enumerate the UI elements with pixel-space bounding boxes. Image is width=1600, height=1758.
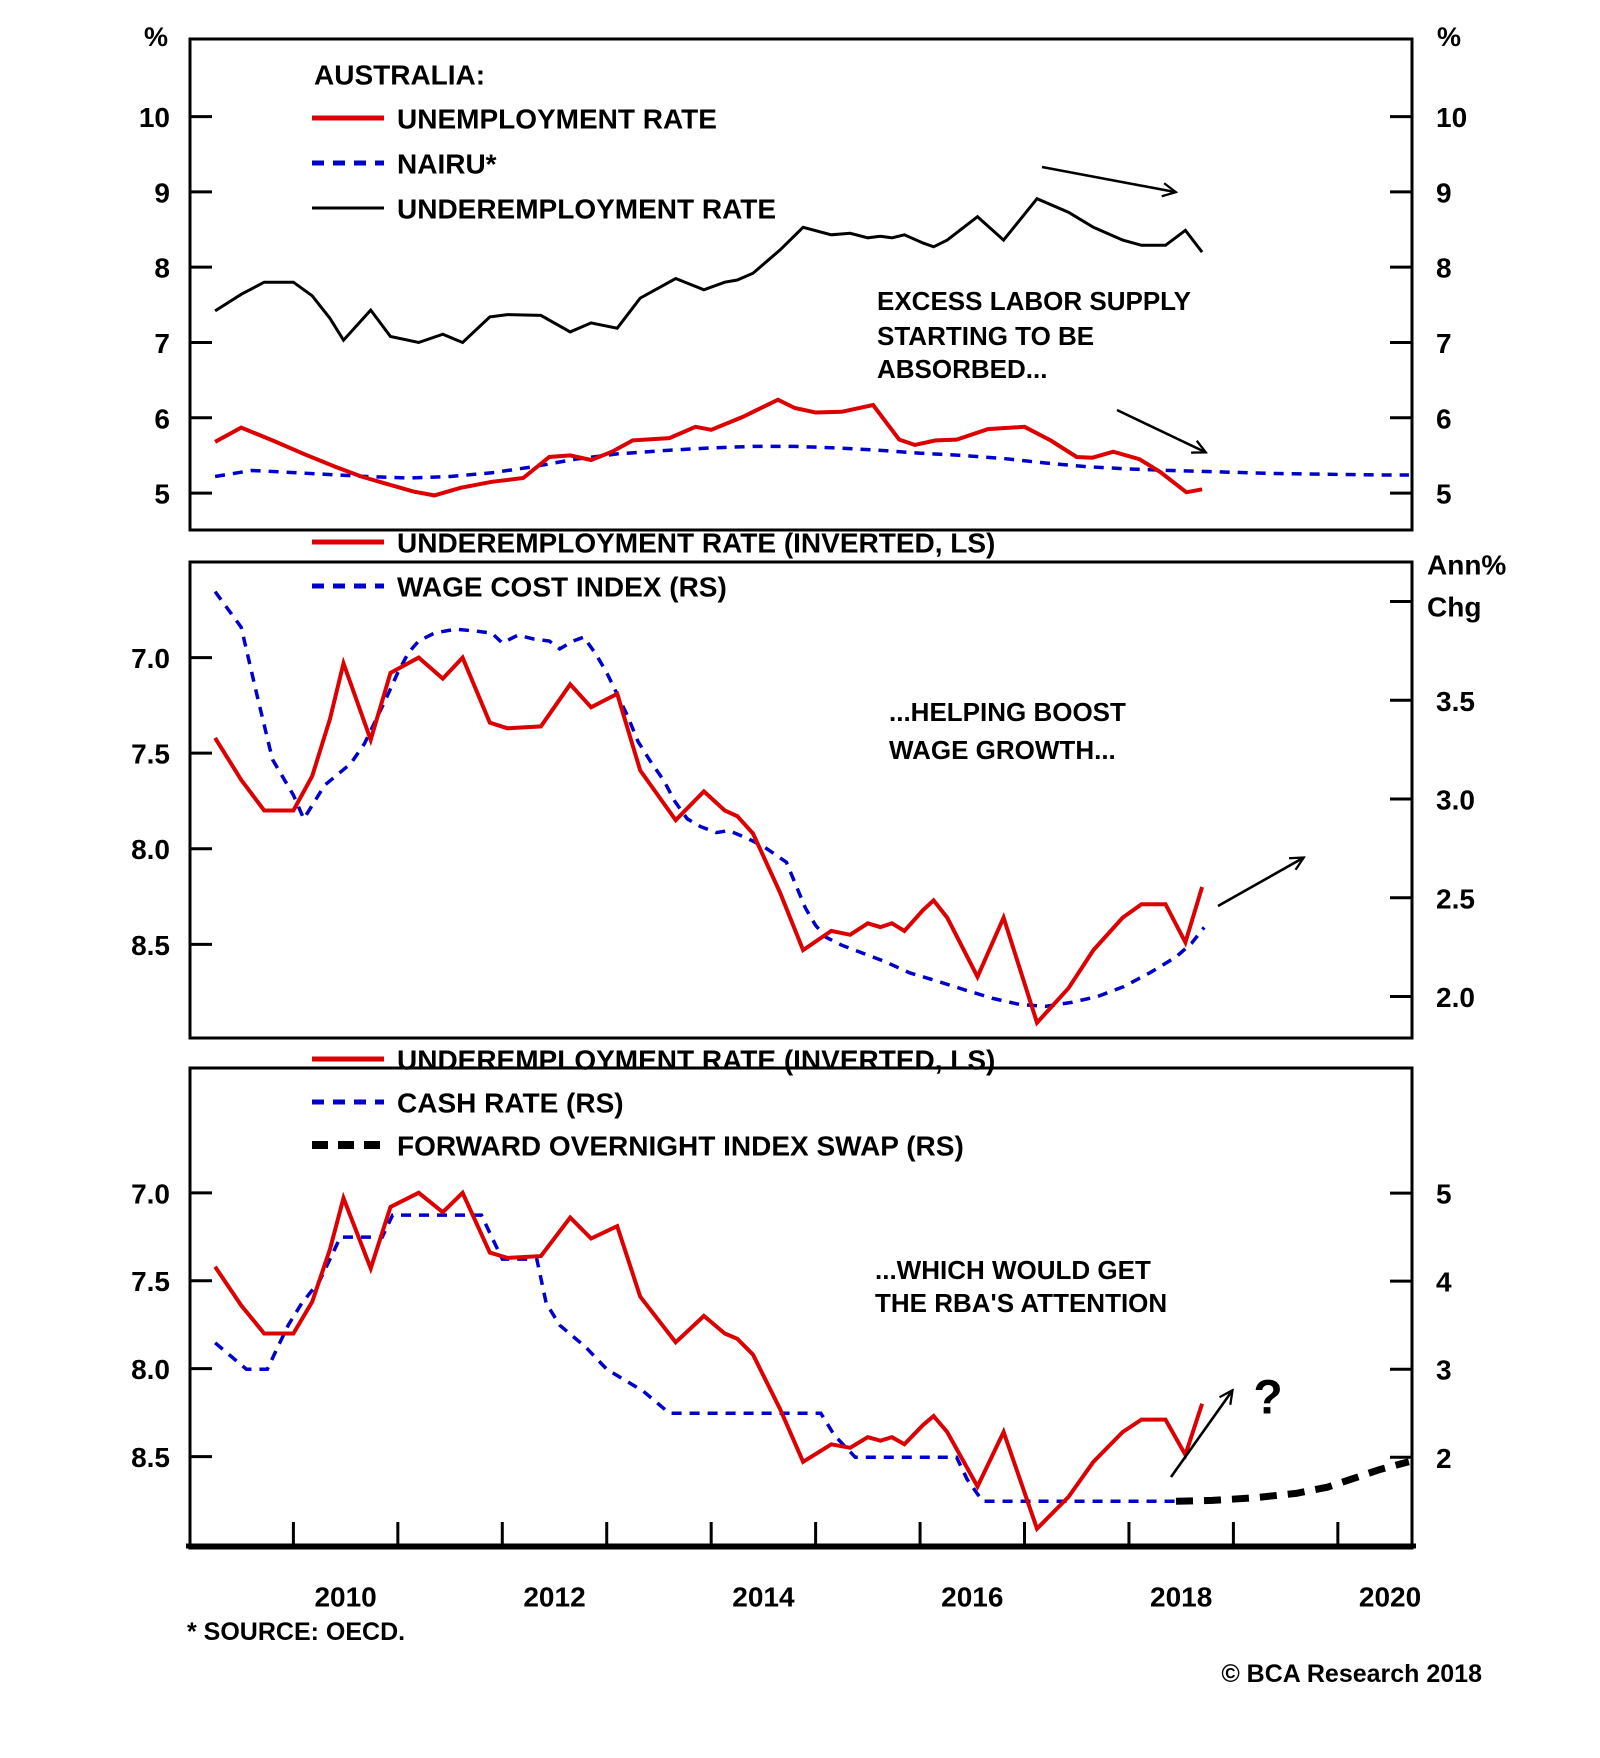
axis-tick-label: 3 (1436, 1354, 1452, 1386)
legend-item-label: CASH RATE (RS) (397, 1087, 624, 1119)
annotation-text: EXCESS LABOR SUPPLY (877, 286, 1192, 316)
axis-tick-label: 3.5 (1436, 685, 1475, 717)
question-mark: ? (1253, 1371, 1283, 1425)
legend-item-label: WAGE COST INDEX (RS) (397, 571, 727, 603)
annotation-text: ABSORBED... (877, 354, 1048, 384)
x-axis-year-label: 2014 (732, 1581, 795, 1613)
axis-tick-label: 2 (1436, 1442, 1452, 1474)
axis-unit-label: Chg (1427, 591, 1482, 623)
axis-tick-label: 4 (1436, 1266, 1452, 1298)
axis-tick-label: 8.5 (131, 1442, 170, 1474)
series-forward-ois-line (1176, 1462, 1409, 1502)
axis-unit-label: % (143, 22, 168, 52)
axis-tick-label: 8 (1436, 252, 1452, 284)
x-axis-year-label: 2016 (941, 1581, 1004, 1613)
x-axis-year-label: 2012 (523, 1581, 586, 1613)
axis-tick-label: 3.0 (1436, 784, 1475, 816)
legend-item-label: UNDEREMPLOYMENT RATE (397, 193, 777, 225)
x-axis-year-label: 2010 (314, 1581, 377, 1613)
series-nairu-line (215, 446, 1409, 478)
axis-tick-label: 8.0 (131, 1354, 170, 1386)
annotation-text: ...WHICH WOULD GET (875, 1255, 1151, 1285)
panel-frame (190, 562, 1412, 1038)
legend-item-label: NAIRU* (397, 148, 497, 180)
axis-tick-label: 10 (138, 102, 170, 134)
series-unemployment-rate-line (215, 400, 1202, 496)
copyright-note: © BCA Research 2018 (1221, 1660, 1482, 1688)
panel-frame (190, 39, 1412, 530)
axis-tick-label: 7 (154, 327, 170, 359)
axis-tick-label: 2.5 (1436, 883, 1475, 915)
legend-item-label: UNEMPLOYMENT RATE (397, 103, 717, 135)
x-axis-year-label: 2018 (1150, 1581, 1213, 1613)
axis-tick-label: 7.5 (131, 738, 170, 770)
panel-wages (131, 528, 1506, 1039)
axis-tick-label: 2.0 (1436, 982, 1475, 1014)
axis-tick-label: 8.5 (131, 929, 170, 961)
annotation-arrow (1117, 410, 1205, 452)
axis-tick-label: 7.0 (131, 643, 170, 675)
axis-tick-label: 5 (154, 478, 170, 510)
annotation-arrow (1218, 858, 1303, 906)
axis-tick-label: 5 (1436, 1178, 1452, 1210)
axis-tick-label: 9 (154, 177, 170, 209)
annotation-text: THE RBA'S ATTENTION (875, 1288, 1168, 1318)
axis-tick-label: 5 (1436, 478, 1452, 510)
axis-tick-label: 8 (154, 252, 170, 284)
annotation-text: WAGE GROWTH... (889, 735, 1116, 765)
legend-item-label: UNDEREMPLOYMENT RATE (INVERTED, LS) (397, 1044, 996, 1076)
panel-labor-market (139, 22, 1467, 530)
axis-tick-label: 8.0 (131, 834, 170, 866)
series-underemployment-rate-line (215, 1193, 1202, 1529)
axis-tick-label: 9 (1436, 177, 1452, 209)
axis-tick-label: 7.5 (131, 1266, 170, 1298)
panel-policy (131, 1045, 1452, 1549)
axis-tick-label: 6 (154, 403, 170, 435)
x-axis (186, 1522, 1421, 1613)
x-axis-year-label: 2020 (1358, 1581, 1422, 1613)
legend-item-label: FORWARD OVERNIGHT INDEX SWAP (RS) (397, 1130, 964, 1162)
axis-unit-label: Ann% (1427, 549, 1507, 581)
annotation-text: STARTING TO BE (877, 321, 1095, 351)
axis-tick-label: 10 (1436, 102, 1468, 134)
source-note: * SOURCE: OECD. (187, 1618, 406, 1646)
axis-tick-label: 7 (1436, 327, 1452, 359)
annotation-arrow (1042, 167, 1175, 192)
annotation-text: ...HELPING BOOST (889, 697, 1126, 727)
legend-title: AUSTRALIA: (314, 59, 486, 91)
legend-item-label: UNDEREMPLOYMENT RATE (INVERTED, LS) (397, 527, 996, 559)
axis-tick-label: 6 (1436, 403, 1452, 435)
axis-unit-label: % (1437, 22, 1462, 52)
axis-tick-label: 7.0 (131, 1178, 170, 1210)
